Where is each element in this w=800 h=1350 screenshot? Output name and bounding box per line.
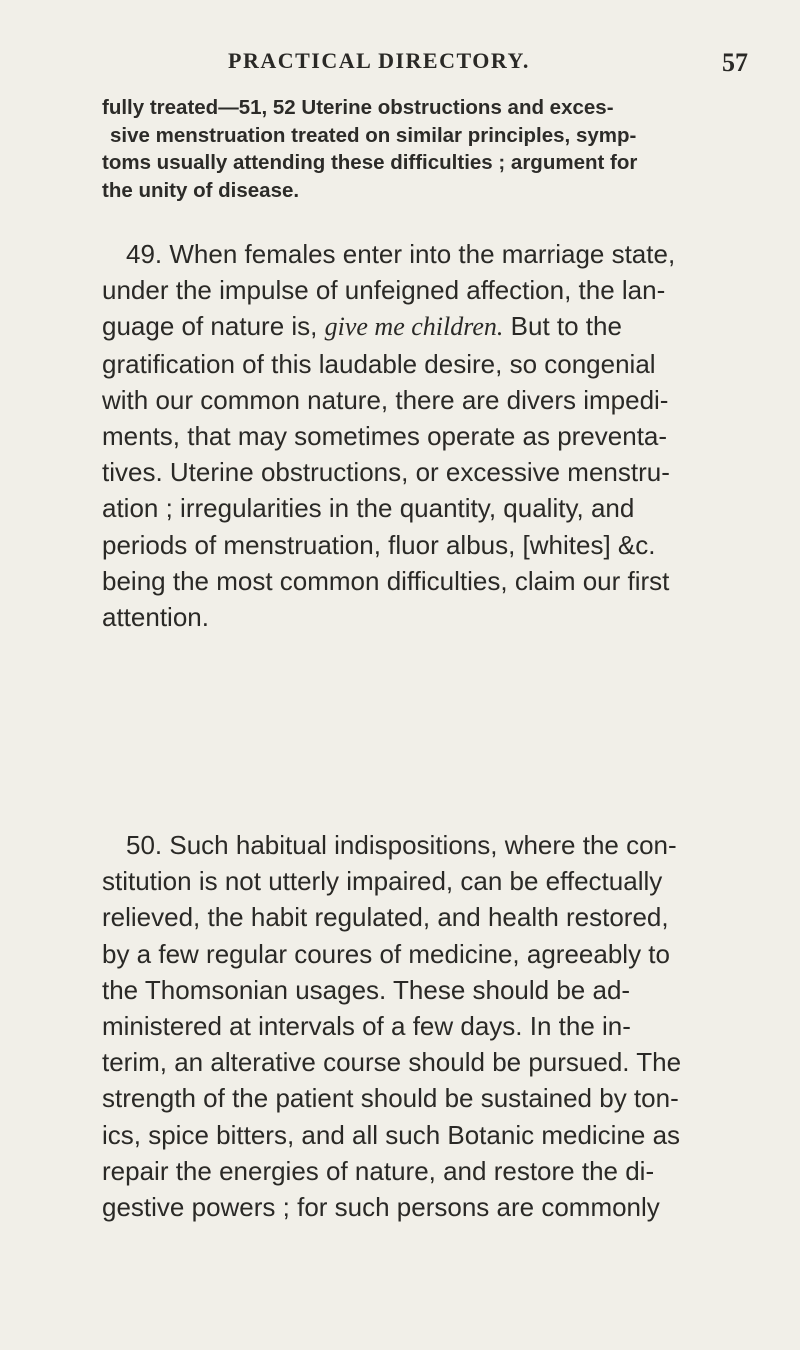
summary-line: the unity of disease.: [102, 178, 300, 202]
paragraph-line: relieved, the habit regulated, and health restored,: [102, 902, 669, 933]
text-run: But to the: [503, 311, 622, 342]
paragraph-line: periods of menstruation, fluor albus, [whites] &c.: [102, 529, 656, 560]
paragraph-line: tives. Uterine obstructions, or excessive menstru-: [102, 457, 670, 488]
paragraph-line: gestive powers ; for such persons are commonly: [102, 1192, 660, 1223]
paragraph-line: with our common nature, there are divers impedi-: [102, 384, 669, 415]
summary-line: toms usually attending these difficulties ; argument for: [102, 151, 638, 174]
paragraph-50: [102, 827, 728, 1225]
paragraph-line: by a few regular coures of medicine, agreeably to: [102, 938, 670, 969]
text-run: guage of nature is,: [102, 311, 325, 342]
paragraph-49: [102, 236, 728, 635]
paragraph-line: strength of the patient should be sustained by ton-: [102, 1083, 679, 1114]
paragraph-line: under the impulse of unfeigned affection, the lan-: [102, 275, 666, 306]
paragraph-line: gratification of this laudable desire, so congenial: [102, 348, 656, 379]
paragraph-line: terim, an alterative course should be pursued. The: [102, 1047, 682, 1078]
paragraph-line: [102, 308, 728, 345]
paragraph-line: repair the energies of nature, and restore the di-: [102, 1155, 655, 1186]
paragraph-line: ministered at intervals of a few days. In the in-: [102, 1011, 631, 1042]
paragraph-line: 49. When females enter into the marriage state,: [126, 239, 676, 269]
summary-line: sive menstruation treated on similar principles, symp-: [110, 123, 637, 147]
paragraph-line: being the most common difficulties, claim our first: [102, 565, 670, 596]
italic-phrase: give me children.: [324, 312, 504, 342]
paragraph-line: stitution is not utterly impaired, can be effectually: [102, 866, 663, 897]
paragraph-line: the Thomsonian usages. These should be ad-: [102, 974, 631, 1005]
paragraph-line: ments, that may sometimes operate as preventa-: [102, 421, 668, 452]
summary-line: fully treated—51, 52 Uterine obstructions and exces-: [102, 96, 614, 119]
header-title: PRACTICAL DIRECTORY.: [228, 48, 530, 73]
paragraph-line: attention.: [102, 602, 209, 633]
paragraph-line: ation ; irregularities in the quantity, quality, and: [102, 493, 635, 524]
running-header: [228, 48, 748, 78]
page-number: 57: [722, 48, 748, 77]
paragraph-line: ics, spice bitters, and all such Botanic medicine as: [102, 1119, 681, 1150]
section-summary: [102, 94, 728, 204]
paragraph-line: 50. Such habitual indispositions, where the con-: [126, 830, 677, 860]
